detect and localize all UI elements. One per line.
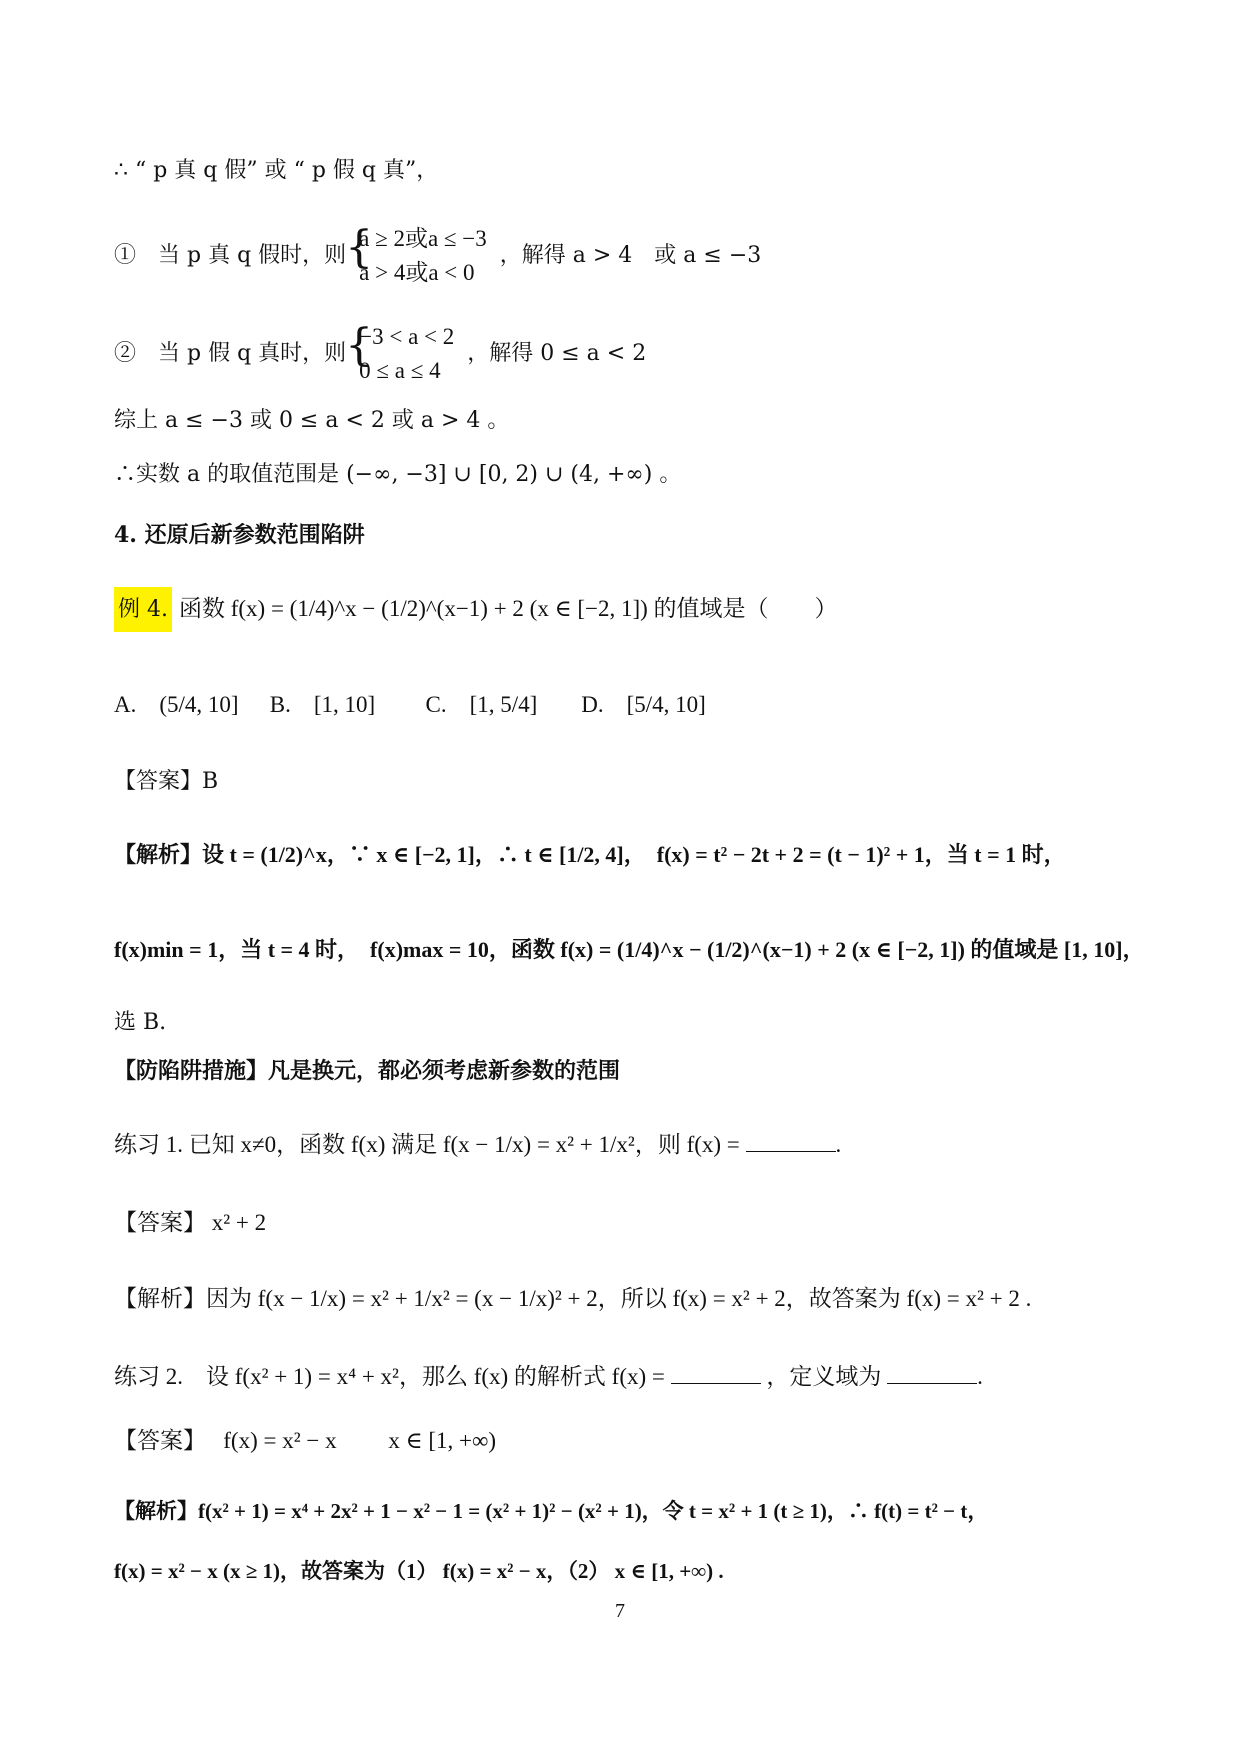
- practice-2-solution-1: 【解析】f(x² + 1) = x⁴ + 2x² + 1 − x² − 1 = (x² + 1)² − (x² + 1)，令 t = x² + 1 (t ≥ 1)，∴ f(t) = t² − t，: [114, 1499, 989, 1523]
- conclusion-line: ∴ “ p 真 q 假” 或 “ p 假 q 真”，: [114, 158, 439, 183]
- practice-1-blank: [746, 1150, 836, 1152]
- option-a: A. (5/4, 10]: [114, 692, 239, 717]
- practice-2-text: 练习 2. 设 f(x² + 1) = x⁴ + x²，那么 f(x) 的解析式 f(x) =: [114, 1364, 665, 1389]
- solution-4-line-2: f(x)min = 1，当 t = 4 时， f(x)max = 10，函数 f(x) = (1/4)^x − (1/2)^(x−1) + 2 (x ∈ [−2, 1]) 的值域是 [1, 10]，: [114, 937, 1145, 962]
- practice-2: 练习 2. 设 f(x² + 1) = x⁴ + x²，那么 f(x) 的解析式 f(x) = ，定义域为 .: [114, 1364, 983, 1389]
- option-d: D. [5/4, 10]: [581, 692, 706, 717]
- case-2-system-top: −3 < a < 2: [359, 324, 455, 349]
- case-2-prefix: ② 当 p 假 q 真时，则: [114, 341, 347, 366]
- case-1-system-bottom: a > 4或a < 0: [359, 260, 475, 285]
- practice-1-solution: 【解析】因为 f(x − 1/x) = x² + 1/x² = (x − 1/x)² + 2，所以 f(x) = x² + 2，故答案为 f(x) = x² + 2 .: [114, 1286, 1032, 1311]
- practice-2-blank-2: [887, 1382, 977, 1384]
- range-line: ∴实数 a 的取值范围是 (−∞, −3] ∪ [0, 2) ∪ (4, +∞) 。: [114, 462, 682, 487]
- practice-1-text: 练习 1. 已知 x≠0，函数 f(x) 满足 f(x − 1/x) = x² + 1/x²，则 f(x) =: [114, 1132, 740, 1157]
- option-b: B. [1, 10]: [269, 692, 376, 717]
- example-4-label: 例 4.: [114, 587, 172, 632]
- example-4-text: 函数 f(x) = (1/4)^x − (1/2)^(x−1) + 2 (x ∈ [−2, 1]) 的值域是（ ）: [178, 596, 838, 621]
- case-1-prefix: ① 当 p 真 q 假时，则: [114, 243, 347, 268]
- solution-4-line-3: 选 B.: [114, 1010, 167, 1035]
- solution-4-line-1: 【解析】设 t = (1/2)^x，∵ x ∈ [−2, 1]，∴ t ∈ [1/2, 4]， f(x) = t² − 2t + 2 = (t − 1)² + 1，当 t = 1 时，: [114, 842, 1066, 867]
- page-number: 7: [615, 1600, 625, 1622]
- options-row: [114, 690, 741, 720]
- summary-line: 综上 a ≤ −3 或 0 ≤ a < 2 或 a > 4 。: [114, 408, 510, 433]
- case-2-line: [114, 320, 646, 388]
- practice-2-blank-1: [671, 1382, 761, 1384]
- case-1-system-top: a ≥ 2或a ≤ −3: [359, 226, 487, 251]
- case-1-line: [114, 222, 761, 290]
- option-c: C. [1, 5/4]: [425, 692, 538, 717]
- practice-2-mid: ，定义域为: [766, 1364, 882, 1389]
- case-2-system: { −3 < a < 2 0 ≤ a ≤ 4: [359, 320, 454, 388]
- answer-4: 【答案】B: [114, 769, 219, 794]
- example-4: [114, 594, 838, 625]
- practice-1-answer: 【答案】 x² + 2: [114, 1210, 267, 1235]
- case-1-system: { a ≥ 2或a ≤ −3 a > 4或a < 0: [359, 222, 487, 290]
- practice-2-answer: 【答案】 f(x) = x² − x x ∈ [1, +∞): [114, 1428, 497, 1453]
- case-2-suffix: ，解得 0 ≤ a < 2: [467, 341, 647, 366]
- practice-2-solution-2: f(x) = x² − x (x ≥ 1)，故答案为（1） f(x) = x² − x，（2） x ∈ [1, +∞) .: [114, 1559, 724, 1583]
- section-heading: 4. 还原后新参数范围陷阱: [114, 522, 365, 548]
- case-1-suffix: ，解得 a > 4 或 a ≤ −3: [499, 243, 762, 268]
- trap-measure: 【防陷阱措施】凡是换元，都必须考虑新参数的范围: [114, 1058, 621, 1084]
- case-2-system-bottom: 0 ≤ a ≤ 4: [359, 358, 441, 383]
- practice-1: 练习 1. 已知 x≠0，函数 f(x) 满足 f(x − 1/x) = x² + 1/x²，则 f(x) = .: [114, 1132, 842, 1157]
